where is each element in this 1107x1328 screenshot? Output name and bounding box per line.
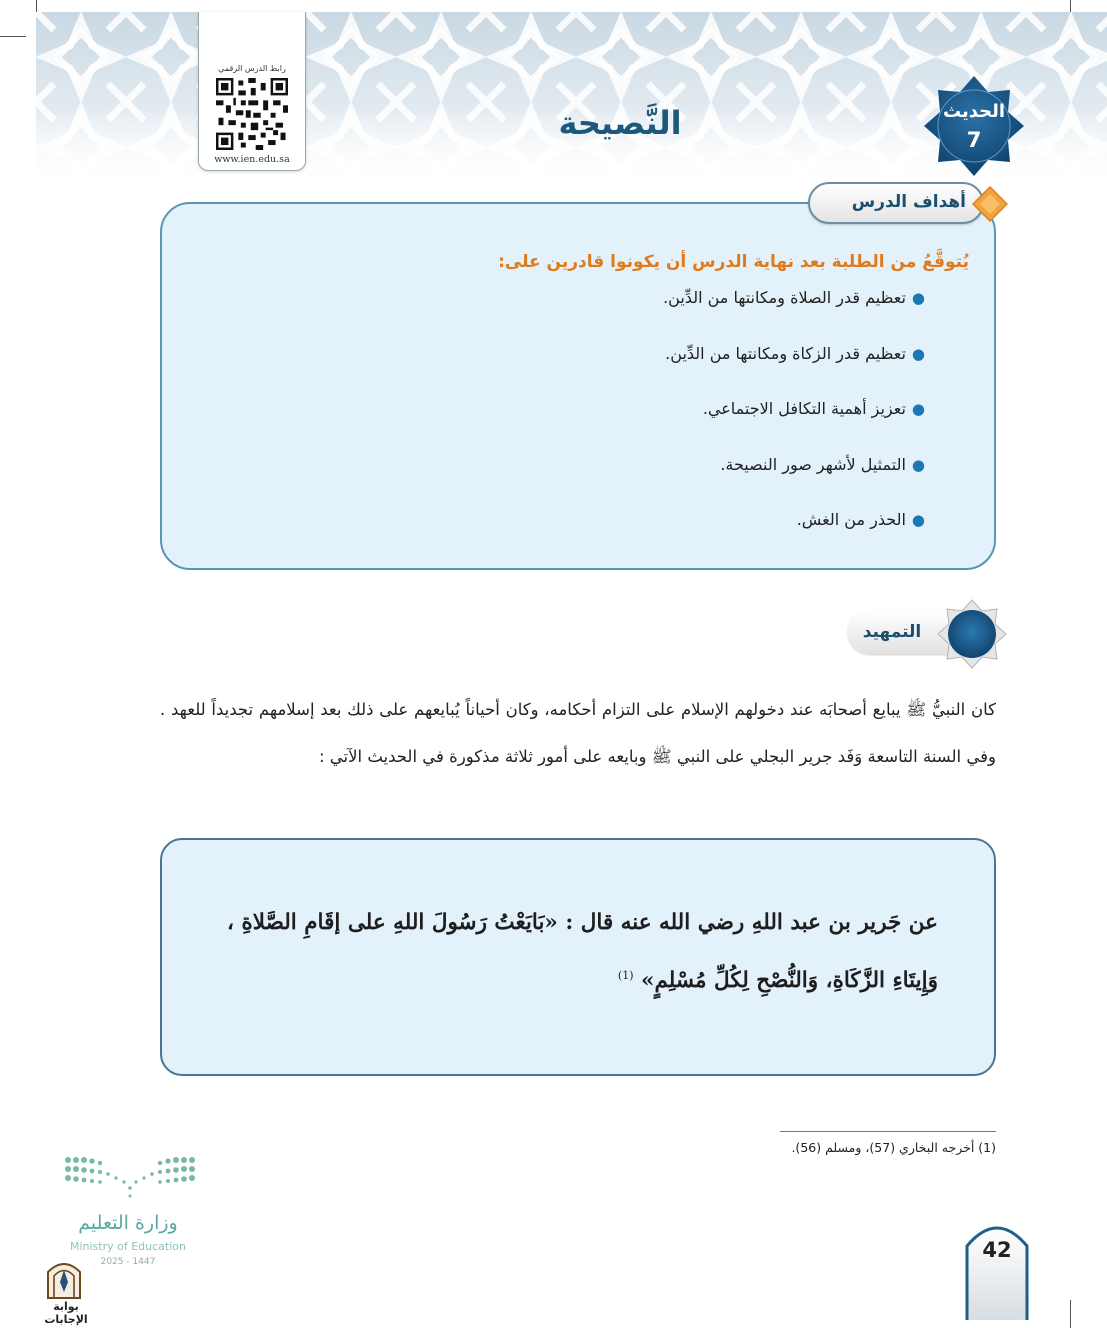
- bullet-icon: ●: [911, 344, 925, 363]
- bawaba-logo-icon: [44, 1256, 84, 1300]
- tamheed-heading: التمهيد: [862, 622, 922, 642]
- objectives-heading-tab: [808, 182, 984, 224]
- bullet-icon: ●: [911, 511, 925, 529]
- hadith-text: عن جَرير بن عبد اللهِ رضي الله عنه قال : «بَايَعْتُ رَسُولَ اللهِ على إقَامِ الصَّلاةِ ، وَإِيتَاءِ الزَّكَاةِ، وَالنُّصْحِ لِكُلِّ مُسْلِمٍ» $^{(1)}$: [227, 910, 938, 994]
- qr-code-icon[interactable]: [216, 78, 288, 150]
- objective-item: ●تعزيز أهمية التكافل الاجتماعي.: [702, 399, 925, 418]
- objective-item: ●التمثيل لأشهر صور النصيحة.: [720, 454, 925, 474]
- qr-caption: رابط الدرس الرقمي: [218, 64, 286, 73]
- star-octagon-icon: [936, 598, 1008, 670]
- orange-diamond-icon: [972, 186, 1008, 222]
- qr-url[interactable]: www.ien.edu.sa: [214, 154, 290, 165]
- ministry-year: 2025 - 1447: [100, 1257, 156, 1267]
- crop-mark: [0, 36, 26, 37]
- footnote: (1) أخرجه البخاري (57)، ومسلم (56).: [791, 1140, 996, 1155]
- bullet-icon: ●: [911, 455, 925, 474]
- ministry-name-arabic: وزارة التعليم: [78, 1212, 178, 1234]
- qr-card[interactable]: [198, 12, 306, 171]
- ministry-logo-icon: [60, 1152, 200, 1202]
- objective-item: ●تعظيم قدر الصلاة ومكانتها من الدِّين.: [663, 288, 925, 307]
- crop-mark: [36, 0, 37, 12]
- crop-mark: [1070, 1300, 1071, 1328]
- ministry-name-english: Ministry of Education: [69, 1240, 186, 1253]
- objective-item: ●تعظيم قدر الزكاة ومكانتها من الدِّين.: [665, 343, 925, 363]
- bullet-icon: ●: [911, 400, 925, 418]
- objectives-list: [275, 283, 925, 561]
- bullet-icon: ●: [911, 289, 925, 307]
- objectives-heading: أهداف الدرس: [851, 192, 966, 212]
- objectives-intro: يُتوقَّعُ من الطلبة بعد نهاية الدرس أن يكونوا قادرين على:: [498, 252, 969, 272]
- hadith-number-badge: [922, 74, 1026, 178]
- hadith-footnote-ref[interactable]: (1): [617, 969, 634, 982]
- badge-number: 7: [966, 128, 982, 152]
- objective-item: ●الحذر من الغش.: [796, 510, 925, 529]
- page-number-tab: [964, 1216, 1030, 1320]
- watermark-label: بوابة الإجابات: [44, 1300, 88, 1326]
- badge-label: الحديث: [942, 101, 1006, 122]
- page-number: 42: [982, 1238, 1012, 1262]
- page-title: النَّصيحة: [558, 104, 682, 142]
- footnote-divider: [780, 1131, 996, 1132]
- tamheed-paragraph: كان النبيُّ ﷺ يبايع أصحابَه عند دخولهم الإسلام على التزام أحكامه، وكان أحياناً يُبايعهم على ذلك بعد إسلامهم تجديداً للعهد . وفي السنة التاسعة وَفَد جرير البجلي على النبي ﷺ وبايعه على أمور ثلاثة مذكورة في الحديث الآتي :: [160, 700, 996, 766]
